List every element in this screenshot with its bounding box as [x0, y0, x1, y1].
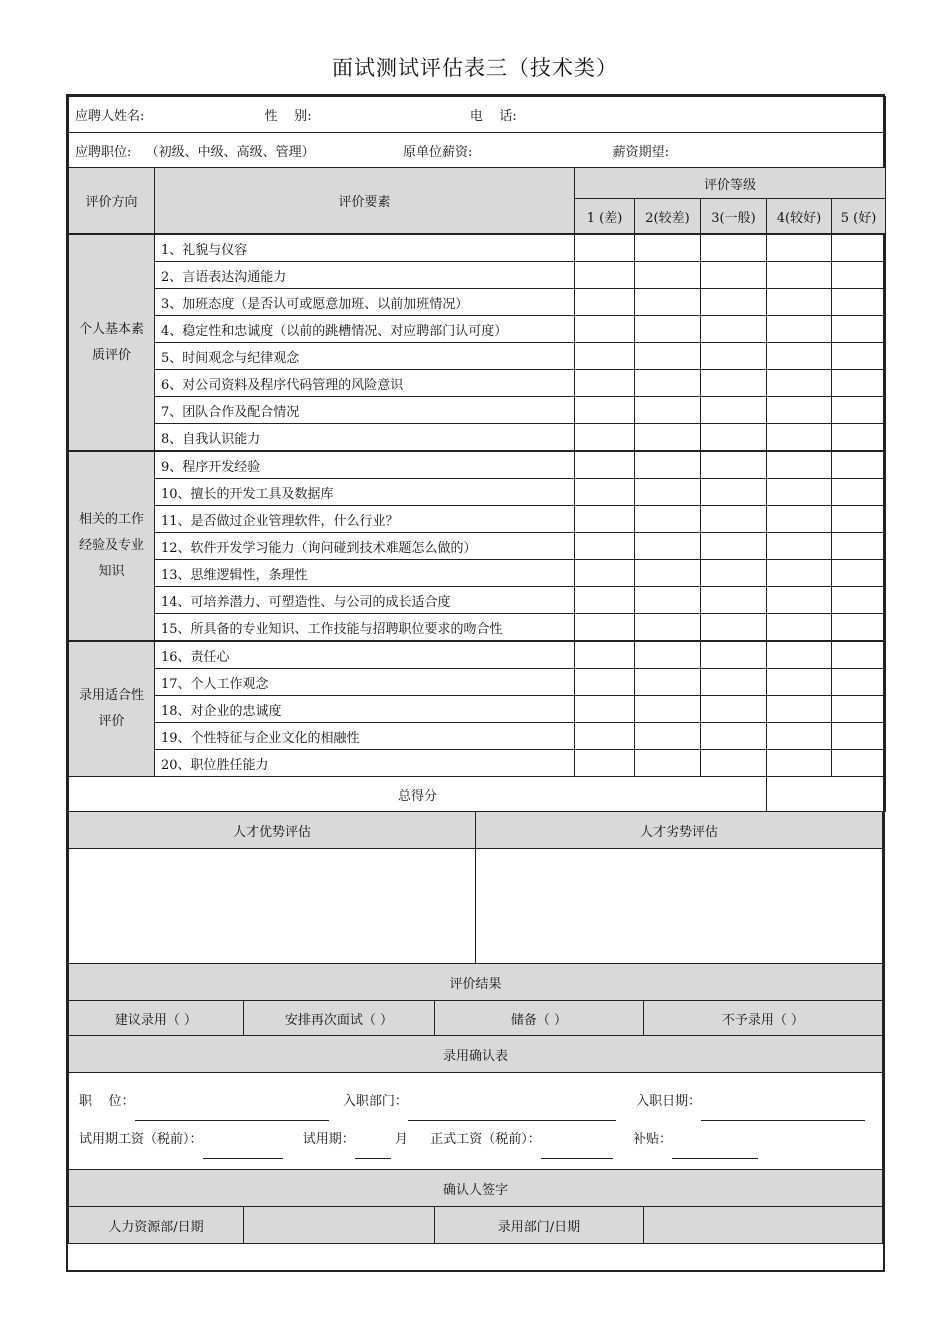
level-header: 1 (差) — [575, 199, 635, 235]
criteria-row — [69, 479, 886, 506]
score-cell[interactable] — [832, 723, 886, 750]
confirm-line-1 — [79, 1083, 872, 1121]
criteria-item: 6、对公司资料及程序代码管理的风险意识 — [155, 370, 575, 397]
score-cell[interactable] — [635, 587, 701, 614]
score-cell[interactable] — [701, 506, 767, 533]
score-cell[interactable] — [575, 696, 635, 723]
criteria-row — [69, 560, 886, 587]
criteria-row — [69, 451, 886, 479]
info-row-1 — [69, 97, 886, 133]
criteria-row — [69, 641, 886, 669]
score-cell[interactable] — [701, 289, 767, 316]
score-cell[interactable] — [635, 370, 701, 397]
score-cell[interactable] — [832, 479, 886, 506]
direction-header: 评价方向 — [69, 168, 155, 235]
score-cell[interactable] — [635, 451, 701, 479]
criteria-row — [69, 424, 886, 452]
criteria-row — [69, 370, 886, 397]
score-cell[interactable] — [767, 397, 832, 424]
score-cell[interactable] — [767, 750, 832, 777]
month-label: 月 — [394, 1132, 408, 1147]
page-title: 面试测试评估表三（技术类） — [332, 56, 618, 80]
criteria-row — [69, 750, 886, 777]
criteria-item: 14、可培养潜力、可塑造性、与公司的成长适合度 — [155, 587, 575, 614]
score-cell[interactable] — [832, 641, 886, 669]
level-header: 5 (好) — [832, 199, 886, 235]
score-cell[interactable] — [575, 560, 635, 587]
confirm-position-label: 职 位： — [79, 1094, 135, 1109]
elements-header: 评价要素 — [155, 168, 575, 235]
formal-salary-blank[interactable] — [541, 1144, 613, 1159]
score-cell[interactable] — [832, 262, 886, 289]
criteria-item: 3、加班态度（是否认可或愿意加班、以前加班情况） — [155, 289, 575, 316]
criteria-row — [69, 614, 886, 642]
score-cell[interactable] — [635, 533, 701, 560]
score-cell[interactable] — [701, 262, 767, 289]
strength-header: 人才优势评估 — [69, 812, 476, 849]
score-cell[interactable] — [635, 234, 701, 262]
weakness-area[interactable] — [476, 849, 883, 964]
criteria-row — [69, 316, 886, 343]
score-cell[interactable] — [832, 696, 886, 723]
score-cell[interactable] — [832, 506, 886, 533]
position-label: 应聘职位: — [75, 144, 132, 160]
signer-header: 确认人签字 — [69, 1170, 883, 1207]
score-cell[interactable] — [832, 289, 886, 316]
criteria-item: 5、时间观念与纪律观念 — [155, 343, 575, 370]
criteria-item: 13、思维逻辑性，条理性 — [155, 560, 575, 587]
criteria-item: 4、稳定性和忠诚度（以前的跳槽情况、对应聘部门认可度） — [155, 316, 575, 343]
result-header: 评价结果 — [69, 964, 883, 1001]
score-cell[interactable] — [575, 397, 635, 424]
score-cell[interactable] — [832, 669, 886, 696]
criteria-item: 11、是否做过企业管理软件，什么行业？ — [155, 506, 575, 533]
score-cell[interactable] — [575, 506, 635, 533]
score-cell[interactable] — [701, 533, 767, 560]
position-options: （初级、中级、高级、管理） — [145, 144, 315, 160]
score-cell[interactable] — [701, 560, 767, 587]
score-cell[interactable] — [575, 234, 635, 262]
criteria-row — [69, 397, 886, 424]
level-header: 3(一般) — [701, 199, 767, 235]
score-cell[interactable] — [767, 262, 832, 289]
result-option-reject[interactable]: 不予录用（ ） — [644, 1001, 883, 1036]
criteria-row — [69, 723, 886, 750]
score-cell[interactable] — [635, 641, 701, 669]
position-blank[interactable] — [135, 1106, 329, 1121]
score-cell[interactable] — [701, 343, 767, 370]
confirm-dept-label: 入职部门： — [342, 1094, 408, 1109]
score-cell[interactable] — [832, 560, 886, 587]
trial-period-label: 试用期： — [302, 1132, 355, 1147]
hiring-dept-signature-cell[interactable] — [644, 1207, 883, 1244]
total-score-cell[interactable] — [767, 777, 886, 812]
criteria-row — [69, 289, 886, 316]
criteria-item: 1、礼貌与仪容 — [155, 234, 575, 262]
score-cell[interactable] — [832, 750, 886, 777]
score-cell[interactable] — [767, 587, 832, 614]
score-cell[interactable] — [575, 723, 635, 750]
score-cell[interactable] — [701, 370, 767, 397]
score-cell[interactable] — [701, 614, 767, 642]
score-cell[interactable] — [832, 316, 886, 343]
result-option-reinterview[interactable]: 安排再次面试（ ） — [244, 1001, 435, 1036]
score-cell[interactable] — [767, 316, 832, 343]
score-cell[interactable] — [575, 262, 635, 289]
name-label: 应聘人姓名: — [75, 109, 145, 124]
score-cell[interactable] — [575, 451, 635, 479]
criteria-row — [69, 234, 886, 262]
date-blank[interactable] — [701, 1106, 865, 1121]
score-cell[interactable] — [701, 669, 767, 696]
score-cell[interactable] — [832, 397, 886, 424]
score-cell[interactable] — [767, 479, 832, 506]
dept-blank[interactable] — [408, 1106, 616, 1121]
score-cell[interactable] — [575, 424, 635, 452]
trial-period-blank[interactable] — [355, 1144, 391, 1159]
criteria-item: 8、自我认识能力 — [155, 424, 575, 452]
score-cell[interactable] — [635, 479, 701, 506]
criteria-item: 17、个人工作观念 — [155, 669, 575, 696]
criteria-item: 9、程序开发经验 — [155, 451, 575, 479]
prev-salary-label: 原单位薪资: — [402, 144, 473, 160]
score-cell[interactable] — [701, 234, 767, 262]
info-row-2 — [69, 133, 886, 168]
criteria-item: 7、团队合作及配合情况 — [155, 397, 575, 424]
score-cell[interactable] — [635, 614, 701, 642]
score-cell[interactable] — [767, 234, 832, 262]
result-table — [68, 964, 883, 1244]
score-cell[interactable] — [832, 533, 886, 560]
score-cell[interactable] — [767, 533, 832, 560]
score-cell[interactable] — [701, 696, 767, 723]
score-cell[interactable] — [635, 506, 701, 533]
criteria-item: 10、擅长的开发工具及数据库 — [155, 479, 575, 506]
group-label: 个人基本素质评价 — [69, 234, 155, 451]
score-cell[interactable] — [767, 560, 832, 587]
criteria-item: 18、对企业的忠诚度 — [155, 696, 575, 723]
score-cell[interactable] — [635, 262, 701, 289]
score-cell[interactable] — [701, 316, 767, 343]
criteria-item: 16、责任心 — [155, 641, 575, 669]
total-label: 总得分 — [69, 777, 767, 812]
score-cell[interactable] — [767, 641, 832, 669]
hr-signature-cell[interactable] — [244, 1207, 435, 1244]
score-cell[interactable] — [635, 397, 701, 424]
weakness-header: 人才劣势评估 — [476, 812, 883, 849]
strength-area[interactable] — [69, 849, 476, 964]
score-cell[interactable] — [575, 370, 635, 397]
score-cell[interactable] — [635, 750, 701, 777]
score-cell[interactable] — [575, 289, 635, 316]
score-cell[interactable] — [767, 370, 832, 397]
score-cell[interactable] — [832, 343, 886, 370]
score-cell[interactable] — [575, 533, 635, 560]
score-cell[interactable] — [635, 696, 701, 723]
score-cell[interactable] — [767, 696, 832, 723]
group-label: 录用适合性评价 — [69, 641, 155, 777]
criteria-row — [69, 587, 886, 614]
form-table — [68, 96, 886, 812]
score-cell[interactable] — [701, 723, 767, 750]
score-cell[interactable] — [635, 424, 701, 452]
allowance-label: 补贴： — [633, 1132, 673, 1147]
score-cell[interactable] — [832, 424, 886, 452]
score-cell[interactable] — [575, 641, 635, 669]
score-cell[interactable] — [832, 234, 886, 262]
score-cell[interactable] — [701, 451, 767, 479]
score-cell[interactable] — [635, 669, 701, 696]
evaluation-form — [66, 94, 885, 1272]
formal-salary-label: 正式工资（税前）： — [430, 1132, 541, 1147]
score-cell[interactable] — [832, 614, 886, 642]
score-cell[interactable] — [767, 614, 832, 642]
hiring-dept-label: 录用部门/日期 — [435, 1207, 644, 1244]
criteria-item: 12、软件开发学习能力（询问碰到技术难题怎么做的） — [155, 533, 575, 560]
score-cell[interactable] — [575, 614, 635, 642]
criteria-row — [69, 533, 886, 560]
score-cell[interactable] — [575, 669, 635, 696]
confirm-table-header: 录用确认表 — [69, 1036, 883, 1073]
criteria-item: 15、所具备的专业知识、工作技能与招聘职位要求的吻合性 — [155, 614, 575, 642]
score-cell[interactable] — [701, 750, 767, 777]
score-cell[interactable] — [701, 641, 767, 669]
assessment-table — [68, 812, 883, 964]
criteria-row — [69, 506, 886, 533]
criteria-row — [69, 262, 886, 289]
score-cell[interactable] — [767, 451, 832, 479]
result-option-reserve[interactable]: 储备（ ） — [435, 1001, 644, 1036]
score-cell[interactable] — [701, 424, 767, 452]
score-cell[interactable] — [767, 424, 832, 452]
trial-salary-blank[interactable] — [203, 1144, 283, 1159]
phone-label: 电 话: — [469, 109, 517, 124]
criteria-row — [69, 343, 886, 370]
criteria-item: 2、言语表达沟通能力 — [155, 262, 575, 289]
criteria-item: 19、个性特征与企业文化的相融性 — [155, 723, 575, 750]
confirm-line-2 — [79, 1121, 872, 1159]
score-cell[interactable] — [832, 587, 886, 614]
score-cell[interactable] — [832, 370, 886, 397]
score-cell[interactable] — [767, 506, 832, 533]
score-cell[interactable] — [832, 451, 886, 479]
score-cell[interactable] — [575, 587, 635, 614]
criteria-item: 20、职位胜任能力 — [155, 750, 575, 777]
score-cell[interactable] — [701, 397, 767, 424]
score-cell[interactable] — [635, 289, 701, 316]
score-cell[interactable] — [767, 343, 832, 370]
group-label: 相关的工作经验及专业知识 — [69, 451, 155, 641]
criteria-row — [69, 669, 886, 696]
grade-header: 评价等级 — [575, 168, 886, 199]
score-cell[interactable] — [701, 479, 767, 506]
expected-salary-label: 薪资期望: — [612, 144, 670, 160]
score-cell[interactable] — [701, 587, 767, 614]
score-cell[interactable] — [635, 723, 701, 750]
confirm-date-label: 入职日期： — [636, 1094, 702, 1109]
result-option-hire[interactable]: 建议录用（ ） — [69, 1001, 244, 1036]
score-cell[interactable] — [767, 669, 832, 696]
score-cell[interactable] — [575, 750, 635, 777]
gender-label: 性 别: — [264, 109, 312, 124]
score-cell[interactable] — [575, 479, 635, 506]
level-header: 2(较差) — [635, 199, 701, 235]
trial-salary-label: 试用期工资（税前）： — [79, 1132, 203, 1147]
criteria-row — [69, 696, 886, 723]
score-cell[interactable] — [767, 723, 832, 750]
score-cell[interactable] — [635, 343, 701, 370]
score-cell[interactable] — [767, 289, 832, 316]
score-cell[interactable] — [635, 316, 701, 343]
score-cell[interactable] — [575, 343, 635, 370]
score-cell[interactable] — [635, 560, 701, 587]
level-header: 4(较好) — [767, 199, 832, 235]
allowance-blank[interactable] — [672, 1144, 758, 1159]
hr-label: 人力资源部/日期 — [69, 1207, 244, 1244]
score-cell[interactable] — [575, 316, 635, 343]
